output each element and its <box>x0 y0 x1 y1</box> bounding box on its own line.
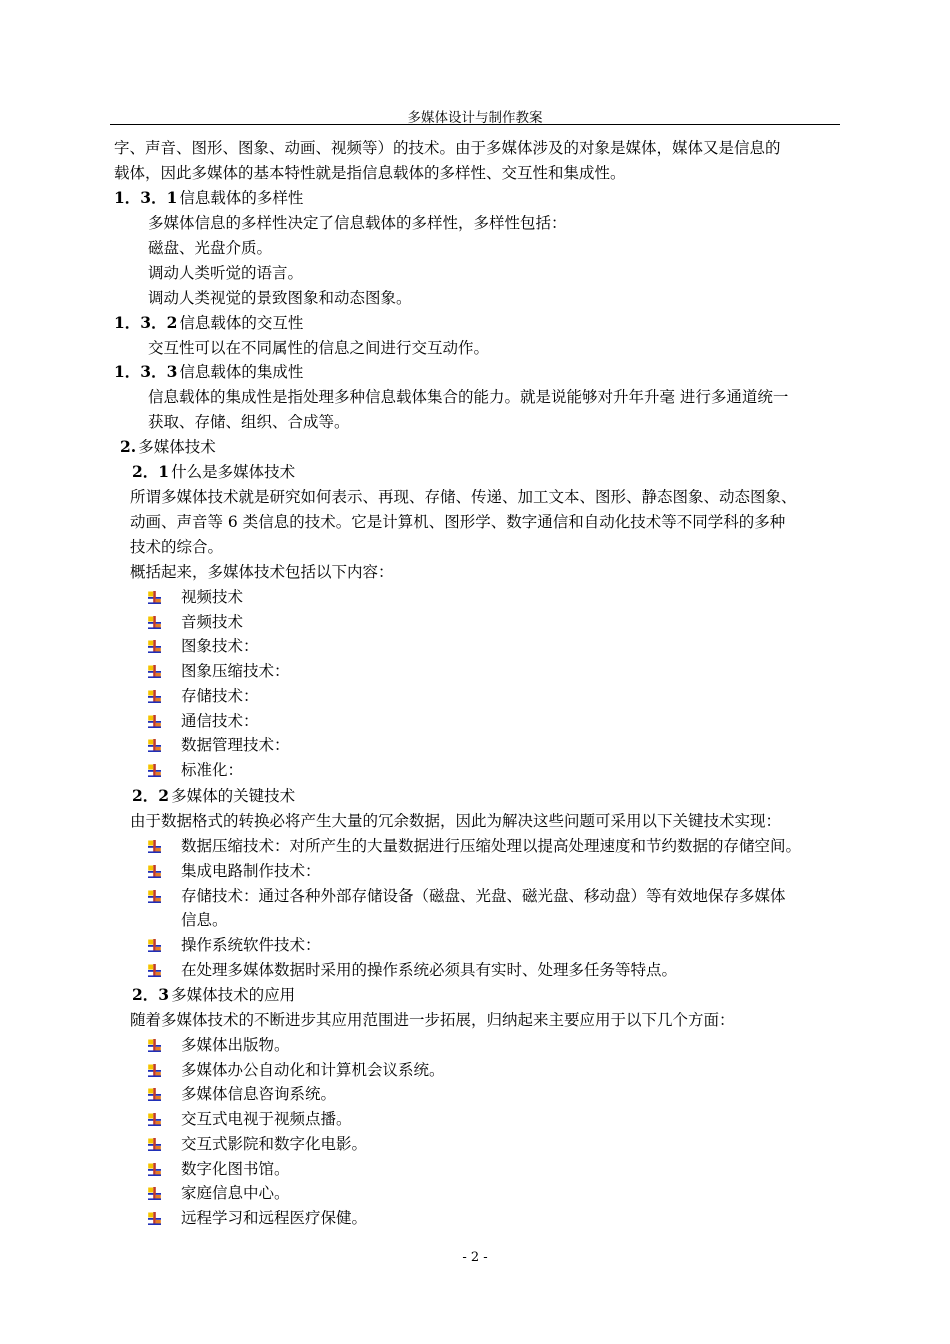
bullet-item: 交互式影院和数字化电影。 <box>181 1134 368 1153</box>
bullet-icon <box>147 738 162 753</box>
bullet-icon <box>147 889 162 904</box>
bullet-item: 集成电路制作技术： <box>181 862 321 880</box>
body-text: 技术的综合。 <box>130 538 224 556</box>
body-text: 多媒体信息的多样性决定了信息载体的多样性，多样性包括： <box>148 214 567 232</box>
body-text: 字、声音、图形、图象、动画、视频等）的技术。由于多媒体涉及的对象是媒体，媒体又是信息的 <box>114 139 781 157</box>
heading-number: 2. <box>120 437 137 456</box>
bullet-item: 通信技术： <box>181 711 259 730</box>
bullet-icon <box>147 590 162 605</box>
body-text: 载体，因此多媒体的基本特性就是指信息载体的多样性、交互性和集成性。 <box>114 164 626 182</box>
bullet-item: 存储技术： <box>181 686 259 705</box>
bullet-item-continued: 信息。 <box>181 911 228 929</box>
header-rule <box>110 124 840 125</box>
bullet-item: 数据管理技术： <box>181 736 290 755</box>
heading-number: 1．3．1 <box>114 188 178 207</box>
heading-title: 多媒体的关键技术 <box>171 787 296 805</box>
body-text: 随着多媒体技术的不断进步其应用范围进一步拓展，归纳起来主要应用于以下几个方面： <box>130 1011 735 1029</box>
list-text: 调动人类听觉的语言。 <box>148 264 304 282</box>
heading-number: 2．3 <box>132 985 170 1004</box>
bullet-icon <box>147 1087 162 1102</box>
bullet-icon <box>147 689 162 704</box>
heading-number: 2．2 <box>132 786 170 805</box>
section-heading-2 <box>120 435 216 459</box>
list-text: 调动人类视觉的景致图象和动态图象。 <box>148 289 412 307</box>
body-text: 获取、存储、组织、合成等。 <box>148 413 350 431</box>
list-text: 磁盘、光盘介质。 <box>148 239 273 257</box>
page-header: 多媒体设计与制作教案 <box>407 110 543 126</box>
bullet-icon <box>147 1186 162 1201</box>
bullet-icon <box>147 664 162 679</box>
bullet-icon <box>147 1063 162 1078</box>
heading-title: 多媒体技术的应用 <box>171 986 296 1004</box>
section-heading-1-3-3 <box>114 360 303 384</box>
heading-title: 多媒体技术 <box>138 438 216 456</box>
bullet-item: 图象技术： <box>181 637 259 656</box>
body-text: 动画、声音等 6 类信息的技术。它是计算机、图形学、数字通信和自动化技术等不同学科的多种 <box>130 513 786 531</box>
body-text: 所谓多媒体技术就是研究如何表示、再现、存储、传递、加工文本、图形、静态图象、动态图象、 <box>130 488 797 506</box>
bullet-icon <box>147 714 162 729</box>
heading-number: 1．3．2 <box>114 313 178 332</box>
heading-title: 什么是多媒体技术 <box>171 463 296 481</box>
bullet-item: 数据压缩技术：对所产生的大量数据进行压缩处理以提高处理速度和节约数据的存储空间。 <box>181 837 802 855</box>
heading-title: 信息载体的交互性 <box>179 314 304 332</box>
heading-number: 1．3．3 <box>114 362 178 381</box>
bullet-icon <box>147 864 162 879</box>
heading-number: 2．1 <box>132 462 170 481</box>
bullet-icon <box>147 839 162 854</box>
section-heading-2-2 <box>132 784 295 808</box>
bullet-item: 交互式电视于视频点播。 <box>181 1110 352 1129</box>
heading-title: 信息载体的多样性 <box>179 189 304 207</box>
bullet-icon <box>147 1162 162 1177</box>
bullet-icon <box>147 963 162 978</box>
bullet-item: 远程学习和远程医疗保健。 <box>181 1208 368 1227</box>
bullet-item: 多媒体办公自动化和计算机会议系统。 <box>181 1060 445 1079</box>
bullet-icon <box>147 1112 162 1127</box>
bullet-icon <box>147 1211 162 1226</box>
section-heading-2-1 <box>132 460 295 484</box>
bullet-item: 存储技术：通过各种外部存储设备（磁盘、光盘、磁光盘、移动盘）等有效地保存多媒体 <box>181 887 786 905</box>
bullet-icon <box>147 615 162 630</box>
section-heading-2-3 <box>132 983 295 1007</box>
bullet-item: 图象压缩技术： <box>181 662 290 681</box>
section-heading-1-3-2 <box>114 311 303 335</box>
bullet-icon <box>147 639 162 654</box>
section-heading-1-3-1 <box>114 186 303 210</box>
body-text: 交互性可以在不同属性的信息之间进行交互动作。 <box>148 339 490 357</box>
bullet-item: 多媒体信息咨询系统。 <box>181 1085 337 1104</box>
body-text: 概括起来，多媒体技术包括以下内容： <box>130 563 394 581</box>
bullet-icon <box>147 763 162 778</box>
body-text: 由于数据格式的转换必将产生大量的冗余数据，因此为解决这些问题可采用以下关键技术实现： <box>130 812 782 830</box>
page-number: - 2 - <box>462 1250 488 1265</box>
bullet-item: 在处理多媒体数据时采用的操作系统必须具有实时、处理多任务等特点。 <box>181 961 678 979</box>
bullet-item: 视频技术 <box>181 588 244 606</box>
bullet-item: 标准化： <box>181 760 244 779</box>
bullet-item: 多媒体出版物。 <box>181 1036 290 1054</box>
heading-title: 信息载体的集成性 <box>179 363 304 381</box>
bullet-icon <box>147 938 162 953</box>
bullet-item: 家庭信息中心。 <box>181 1184 290 1203</box>
bullet-item: 数字化图书馆。 <box>181 1159 290 1178</box>
bullet-item: 音频技术 <box>181 612 244 631</box>
bullet-icon <box>147 1137 162 1152</box>
bullet-icon <box>147 1038 162 1053</box>
bullet-item: 操作系统软件技术： <box>181 936 321 954</box>
body-text: 信息载体的集成性是指处理多种信息载体集合的能力。就是说能够对升年升毫 进行多通道统一 <box>148 388 789 406</box>
